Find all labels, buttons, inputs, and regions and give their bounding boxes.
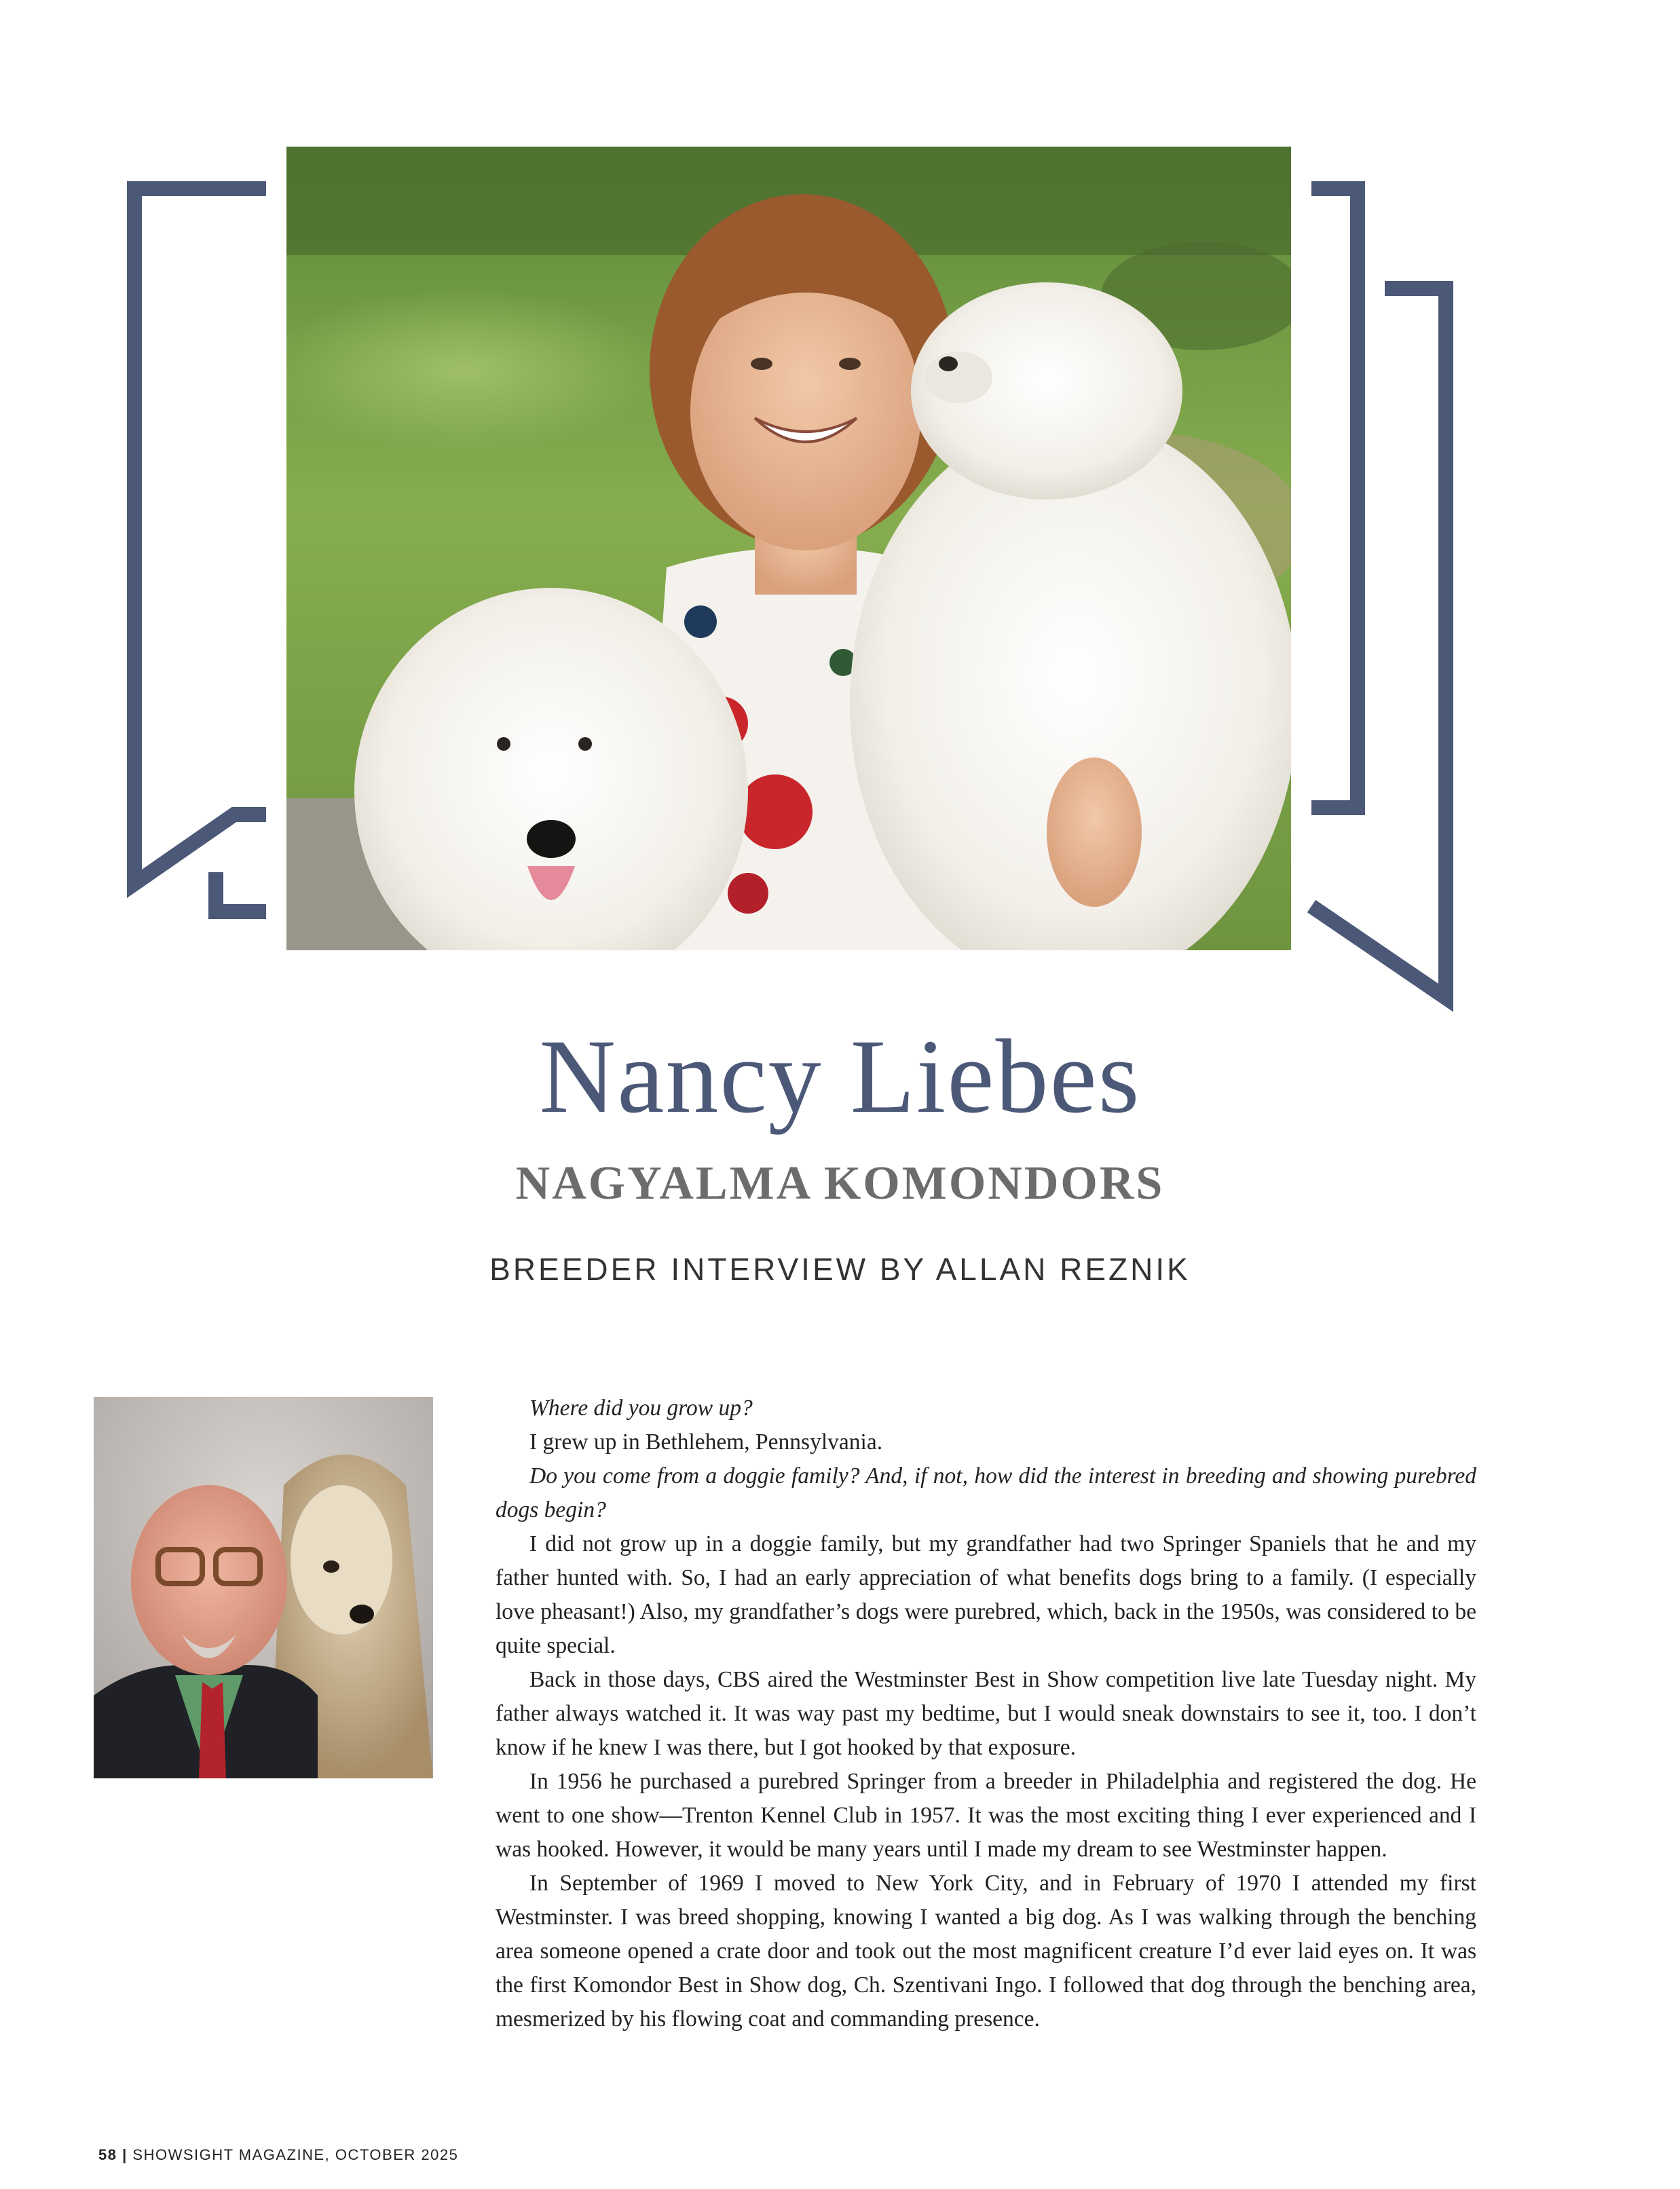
interviewee-name: Nancy Liebes: [539, 1017, 1141, 1135]
interview-question: Do you come from a doggie family? And, if not, how did the interest in breeding and showing purebred dogs begin?: [496, 1463, 1476, 1522]
hero-photo: [286, 147, 1291, 950]
headshot-illustration: [94, 1397, 433, 1778]
interview-answer: I grew up in Bethlehem, Pennsylvania.: [529, 1429, 883, 1455]
hero-photo-illustration: [286, 147, 1291, 950]
interview-byline: BREEDER INTERVIEW BY ALLAN REZNIK: [489, 1252, 1191, 1287]
interview-question: Where did you grow up?: [529, 1396, 753, 1421]
page-number: 58: [98, 2146, 117, 2163]
footer-separator: |: [122, 2146, 128, 2163]
left-bracket-ornament: [0, 0, 312, 950]
page-footer: [98, 2146, 458, 2164]
interview-answer: Back in those days, CBS aired the Westminster Best in Show competition live late Tuesday night. My father always watched it. It was way past my bedtime, but I would sneak downstairs to see it, too. I don’t know if he knew I was there, but I got hooked by that exposure.: [496, 1667, 1476, 1760]
interview-answer: In September of 1969 I moved to New York City, and in February of 1970 I attended my first Westminster. I was breed shopping, knowing I wanted a big dog. As I was walking through the benching area someone opened a crate door and took out the most magnificent creature I’d ever laid eyes on. It was the first Komondor Best in Show dog, Ch. Szentivani Ingo. I followed that dog through the benching area, mesmerized by his flowing coat and commanding presence.: [496, 1871, 1476, 2032]
interview-article: [496, 1391, 1476, 2036]
right-bracket-ornament: [1290, 0, 1466, 1032]
interviewer-headshot: [94, 1397, 433, 1778]
interview-answer: I did not grow up in a doggie family, but my grandfather had two Springer Spaniels that he and my father hunted with. So, I had an early appreciation of what benefits dogs bring to a family. (I especially love pheasant!) Also, my grandfather’s dogs were purebred, which, back in the 1950s, was considered to be quite special.: [496, 1531, 1476, 1658]
publication-name: SHOWSIGHT MAGAZINE, OCTOBER 2025: [132, 2146, 459, 2163]
kennel-name: NAGYALMA KOMONDORS: [515, 1157, 1165, 1210]
interview-answer: In 1956 he purchased a purebred Springer from a breeder in Philadelphia and registered the dog. He went to one show—Trenton Kennel Club in 1957. It was the most exciting thing I ever experienced and I was hooked. However, it would be many years until I made my dream to see Westminster happen.: [496, 1769, 1476, 1862]
